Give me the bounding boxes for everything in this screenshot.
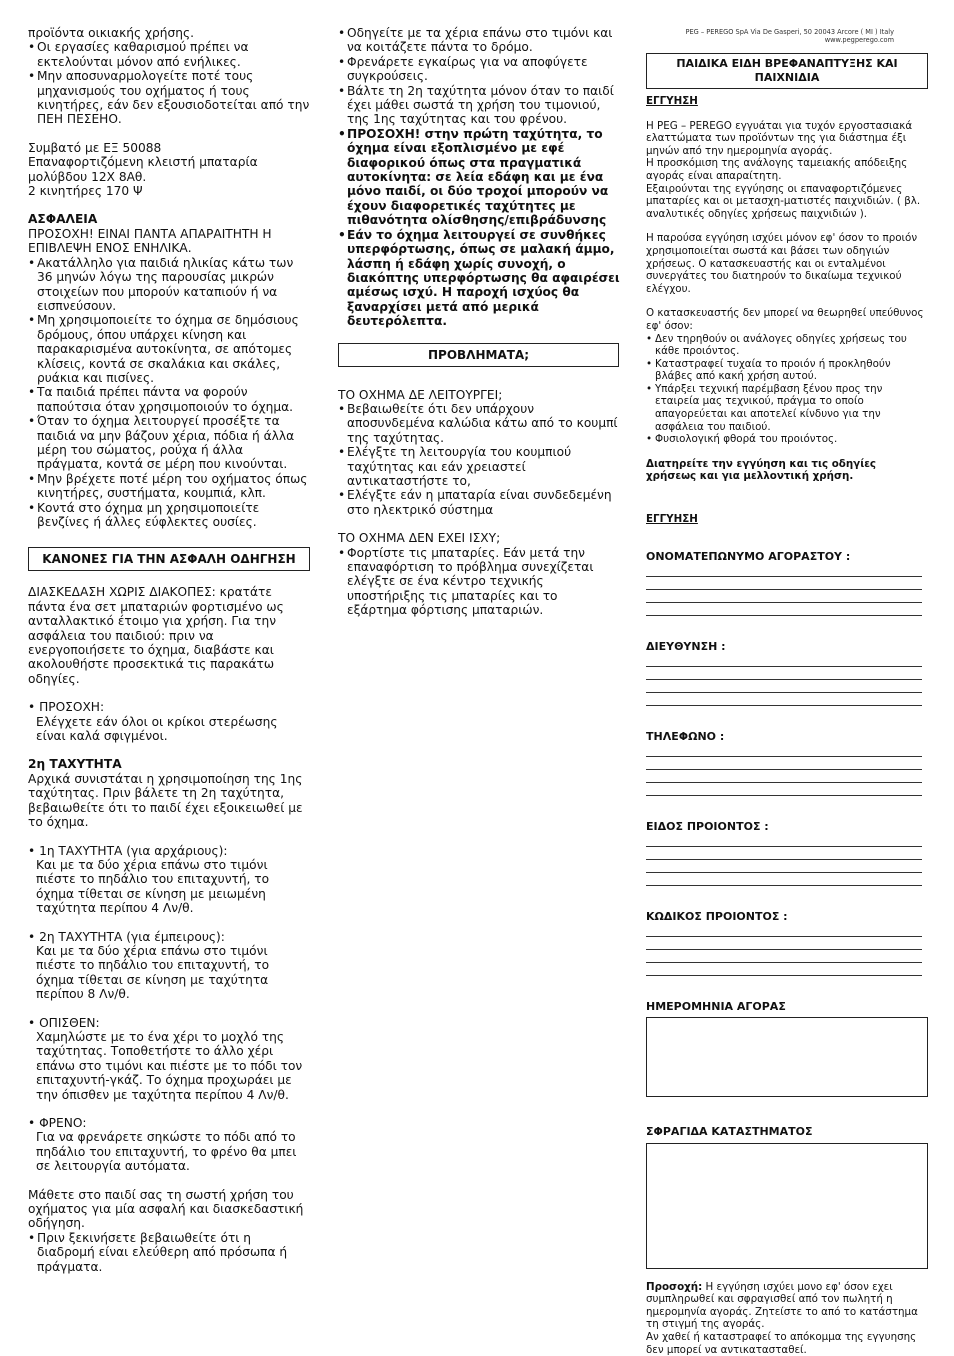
compliance-line: Επαναφορτιζόμενη κλειστή μπαταρία μολύβδου 12Χ 8Αθ. xyxy=(28,155,258,184)
purchase-date-label: ΗΜΕΡΟΜΗΝΙΑ ΑΓΟΡΑΣ xyxy=(646,999,786,1013)
attention-label: Προσοχή: xyxy=(646,1280,703,1293)
product-type-line[interactable] xyxy=(646,872,922,873)
list-item: • Καταστραφεί τυχαία το προιόν ή προκληθούν βλάβες από κακή χρήση αυτού. xyxy=(646,358,928,383)
company-address: PEG – PEREGO SpA Via De Gasperi, 50 20043 Arcore ( MI ) Italy xyxy=(685,28,894,36)
attention-note xyxy=(646,1281,928,1331)
caution-label: • ΠΡΟΣΟΧΗ: xyxy=(28,700,105,715)
column-right xyxy=(646,28,928,1356)
safety-bullets xyxy=(28,256,310,530)
attention-note-2: Αν χαθεί ή καταστραφεί το απόκομμα της εγγυησης δεν μπορεί να αντικατασταθεί. xyxy=(646,1331,917,1356)
product-code-line[interactable] xyxy=(646,949,922,950)
gear2-label: • 2η ΤΑΧΥΤΗΤΑ (για έμπειρους): xyxy=(28,929,225,944)
list-item: • Εάν το όχημα λειτουργεί σε συνθήκες υπερφόρτωσης, όπως σε μαλακή άμμο, λάσπη ή εδάφη χωρίς συνοχή, ο διακόπτης υπερφόρτωσης θα αφαιρέσει αμέσως ισχύ. Η παροχή ισχύος θα ξαναρχίσει μετά από μερικά δευτερόλεπτα. xyxy=(338,228,621,329)
address-line[interactable] xyxy=(646,692,922,693)
gear2-text: Και με τα δύο χέρια επάνω στο τιμόνι πιέστε το πηδάλιο του επιταχυντή, το όχημα τίθεται σε κίνηση με ταχύτητα περίπου 8 Λν/θ. xyxy=(36,943,270,1002)
shop-stamp-label: ΣΦΡΑΓΙΔΑ ΚΑΤΑΣΤΗΜΑΤΟΣ xyxy=(646,1124,813,1138)
safety-warning: ΠΡΟΣΟΧΗ! ΕΙΝΑΙ ΠΑΝΤΑ ΑΠΑΡΑΙΤΗΤΗ Η ΕΠΙΒΛΕΨΗ ΕΝΟΣ ΕΝΗΛΙΚΑ. xyxy=(28,226,272,256)
list-item: • Ελέγξτε τη λειτουργία του κουμπιού ταχύτητας και εάν χρειαστεί αντικαταστήστε το, xyxy=(338,445,621,488)
problems-heading-box: ΠΡΟΒΛΗΜΑΤΑ; xyxy=(338,343,619,367)
address-line[interactable] xyxy=(646,705,922,706)
list-item: • Βεβαιωθείτε ότι δεν υπάρχουν αποσυνδεμένα καλώδια κάτω από το κουμπί της ταχύτητας. xyxy=(338,402,621,445)
fun-paragraph: ΔΙΑΣΚΕΔΑΣΗ ΧΩΡΙΣ ΔΙΑΚΟΠΕΣ: κρατάτε πάντα ένα σετ μπαταριών φορτισμένο ως ανταλλακτικό έτοιμο για χρήση. Για την ασφάλεια του παιδιού: πριν να ενεργοποιήσετε το όχημα, διαβάστε και ακολουθήστε προσεκτικά τις παρακάτω οδηγίες. xyxy=(28,585,284,686)
warranty-para: Η προσκόμιση της ανάλογης ταμειακής απόδειξης αγοράς είναι απαραίτητη. xyxy=(646,157,908,182)
product-code-line[interactable] xyxy=(646,975,922,976)
intro-bullets xyxy=(28,40,310,126)
compliance-line: Συμβατό με ΕΞ 50088 xyxy=(28,140,162,155)
buyer-name-line[interactable] xyxy=(646,615,922,616)
phone-line[interactable] xyxy=(646,795,922,796)
list-item: • Δεν τηρηθούν οι ανάλογες οδηγίες χρήσεως του κάθε προιόντος. xyxy=(646,333,928,358)
speed2-title: 2η ΤΑΧΥΤΗΤΑ xyxy=(28,757,122,772)
list-item: • Πριν ξεκινήσετε βεβαιωθείτε ότι η διαδρομή είναι ελεύθερη από πρόσωπα ή πράγματα. xyxy=(28,1231,310,1274)
speed2-text: Αρχικά συνιστάται η χρησιμοποίηση της 1ης ταχύτητας. Πριν βάλετε τη 2η ταχύτητα, βεβαιωθείτε ότι το παιδί έχει εξοικειωθεί με το όχημα. xyxy=(28,771,303,830)
gear1-label: • 1η ΤΑΧΥΤΗΤΑ (για αρχάριους): xyxy=(28,843,228,858)
list-item: • Βάλτε τη 2η ταχύτητα μόνον όταν το παιδί έχει μάθει σωστά τη χρήση του τιμονιού, της 1ης ταχύτητας και του φρένου. xyxy=(338,84,621,127)
warranty-para: Η PEG – PEREGO εγγυάται για τυχόν εργοστασιακά ελαττώματα των προϊόντων της για διάστημα έξι μηνών από την ημερομηνία αγοράς. xyxy=(646,119,913,157)
product-type-label: ΕΙΔΟΣ ΠΡΟΙΟΝΤΟΣ : xyxy=(646,819,769,833)
purchase-date-box[interactable] xyxy=(646,1017,928,1097)
attention-text: Η εγγύηση ισχύει μονο εφ' όσον εχει συμπληρωθεί και σφραγισθεί από τον πωλητή η ημερομηνία αγοράς. Ζητείστε το από το κατάστημα τη στιγμή της αγοράς. xyxy=(646,1280,918,1331)
list-item: • Φορτίστε τις μπαταρίες. Εάν μετά την επαναφόρτιση το πρόβλημα συνεχίζεται ελέγξτε σε ένα κέντρο τεχνικής υποστήριξης τις μπαταρίες και το εξάρτημα φόρτισης μπαταριών. xyxy=(338,546,621,618)
list-item: • Μη χρησιμοποιείτε το όχημα σε δημόσιους δρόμους, όπου υπάρχει κίνηση και παρακαρισμένα αυτοκίνητα, σε απότομες κλίσεις, κοντά σε σκαλάκια και σκάλες, ρυάκια και πισίνες. xyxy=(28,313,310,385)
phone-line[interactable] xyxy=(646,782,922,783)
driving-bullets xyxy=(338,26,621,329)
company-website: www.pegperego.com xyxy=(824,36,894,44)
intro-line: προϊόντα οικιακής χρήσης. xyxy=(28,26,194,40)
teach-bullets xyxy=(28,1231,310,1274)
list-item: • Ελέγξτε εάν η μπαταρία είναι συνδεδεμένη στο ηλεκτρικό σύστημα xyxy=(338,488,621,517)
list-item: • Οδηγείτε με τα χέρια επάνω στο τιμόνι και να κοιτάζετε πάντα το δρόμο. xyxy=(338,26,621,55)
warranty-para: Η παρούσα εγγύηση ισχύει μόνον εφ' όσον το προιόν χρησιμοποιείται σωστά και βάσει των οδηγιών χρήσεως. Ο κατασκευαστής και οι ενταλμένοι συνεργάτες του διατηρούν το δικαίωμα τεχνικού ελέγχου. xyxy=(646,232,918,295)
no-power-bullets xyxy=(338,546,621,618)
warranty-para: Εξαιρούνται της εγγύησης οι επαναφορτιζόμενες μπαταρίες και οι μετασχη-ματιστές παιχνιδιών. ( βλ. αναλυτικές οδηγίες χρήσεως παιχνιδιών ). xyxy=(646,182,921,220)
no-work-title: ΤΟ ΟΧΗΜΑ ΔΕ ΛΕΙΤΟΥΡΓΕΙ; xyxy=(338,387,503,402)
list-item: • Μην βρέχετε ποτέ μέρη του οχήματος όπως κινητήρες, συστήματα, κουμπιά, κλπ. xyxy=(28,472,310,501)
list-item: • Μην αποσυναρμολογείτε ποτέ τους μηχανισμούς του οχήματος ή τους κινητήρες, εάν δεν εξουσιοδοτείται από την ΠΕΗ ΠΕΣΕΗΟ. xyxy=(28,69,310,127)
address-label: ΔΙΕΥΘΥΝΣΗ : xyxy=(646,639,726,653)
phone-line[interactable] xyxy=(646,756,922,757)
column-middle xyxy=(338,26,621,618)
list-item: • Φρενάρετε εγκαίρως για να αποφύγετε συγκρούσεις. xyxy=(338,55,621,84)
phone-line[interactable] xyxy=(646,769,922,770)
rules-heading-box: ΚΑΝΟΝΕΣ ΓΙΑ ΤΗΝ ΑΣΦΑΛΗ ΟΔΗΓΗΣΗ xyxy=(28,547,310,571)
gear1-text: Και με τα δύο χέρια επάνω στο τιμόνι πιέστε το πηδάλιο του επιταχυντή, το όχημα τίθεται σε κίνηση με μειωμένη ταχύτητα περίπου 4 Λν/θ. xyxy=(36,857,270,916)
product-type-line[interactable] xyxy=(646,846,922,847)
buyer-name-line[interactable] xyxy=(646,589,922,590)
brake-text: Για να φρενάρετε σηκώστε το πόδι από το πηδάλιο του επιταχυντή, το φρένο θα μπει σε λειτουργία αυτόματα. xyxy=(36,1130,297,1174)
warranty-para: Ο κατασκευαστής δεν μπορεί να θεωρηθεί υπεύθυνος εφ' όσον: xyxy=(646,307,924,332)
company-header xyxy=(646,28,928,44)
exclusion-bullets xyxy=(646,333,928,446)
shop-stamp-box[interactable] xyxy=(646,1143,928,1269)
product-code-line[interactable] xyxy=(646,936,922,937)
warranty-title-box: ΠΑΙΔΙΚΑ ΕΙΔΗ ΒΡΕΦΑΝΑΠΤΥΞΗΣ ΚΑΙ ΠΑΙΧΝΙΔΙΑ xyxy=(646,53,928,89)
buyer-name-line[interactable] xyxy=(646,602,922,603)
product-type-line[interactable] xyxy=(646,859,922,860)
warranty-heading: ΕΓΓΥΗΣΗ xyxy=(646,95,698,107)
product-type-line[interactable] xyxy=(646,885,922,886)
phone-label: ΤΗΛΕΦΩΝΟ : xyxy=(646,729,725,743)
reverse-label: • ΟΠΙΣΘΕΝ: xyxy=(28,1015,100,1030)
safety-title: ΑΣΦΑΛΕΙΑ xyxy=(28,212,98,227)
product-code-line[interactable] xyxy=(646,962,922,963)
buyer-name-label: ΟΝΟΜΑΤΕΠΩΝΥΜΟ ΑΓΟΡΑΣΤΟΥ : xyxy=(646,549,851,563)
buyer-name-line[interactable] xyxy=(646,576,922,577)
column-left xyxy=(28,26,310,1274)
reverse-text: Χαμηλώστε με το ένα χέρι το μοχλό της ταχύτητας. Τοποθετήστε το άλλο χέρι επάνω στο τιμόνι και πιέστε με το πόδι τον επιταχυντή-γκάζ. Το όχημα προχωράει με την όπισθεν με ταχύτητα περίπου 4 Λν/θ. xyxy=(36,1029,303,1102)
warranty-heading-2: ΕΓΓΥΗΣΗ xyxy=(646,513,698,526)
list-item: • Υπάρξει τεχνική παρέμβαση ξένου προς την εταιρεία μας τεχνικού, πράγμα το οποίο απαγορεύεται και αποτελεί κίνδυνο για την ασφάλεια του παιδιού. xyxy=(646,383,928,433)
list-item: • Ακατάλληλο για παιδιά ηλικίας κάτω των 36 μηνών λόγω της παρουσίας μικρών στοιχείων που μπορούν καταπιούν ή να εισπνεύσουν. xyxy=(28,256,310,314)
address-line[interactable] xyxy=(646,666,922,667)
teach-paragraph: Μάθετε στο παιδί σας τη σωστή χρήση του οχήματος για μία ασφαλή και διασκεδαστική οδήγηση. xyxy=(28,1187,304,1231)
list-item: • Όταν το όχημα λειτουργεί προσέξτε τα παιδιά να μην βάζουν χέρια, πόδια ή άλλα μέρη του σώματος, ρούχα ή άλλα πράγματα, κοντά σε μέρη που κινούνται. xyxy=(28,414,310,472)
no-power-title: ΤΟ ΟΧΗΜΑ ΔΕΝ ΕΧΕΙ ΙΣΧΥ; xyxy=(338,531,501,546)
brake-label: • ΦΡΕΝΟ: xyxy=(28,1116,87,1130)
list-item: • Οι εργασίες καθαρισμού πρέπει να εκτελούνται μόνον από ενήλικες. xyxy=(28,40,310,69)
list-item: • Φυσιολογική φθορά του προιόντος. xyxy=(646,433,928,446)
product-code-label: ΚΩΔΙΚΟΣ ΠΡΟΙΟΝΤΟΣ : xyxy=(646,909,788,923)
no-work-bullets xyxy=(338,402,621,517)
list-item: • Κοντά στο όχημα μη χρησιμοποιείτε βενζίνες ή άλλες εύφλεκτες ουσίες. xyxy=(28,501,310,530)
list-item: • ΠΡΟΣΟΧΗ! στην πρώτη ταχύτητα, το όχημα είναι εξοπλισμένο με εφέ διαφορικού όπως στα πραγματικά αυτοκίνητα: σε λεία εδάφη και με ένα μόνο παιδί, οι δύο τροχοί μπορούν να έχουν διαφορετικές ταχύτητες με πιθανότητα ολίσθησης/επιβράδυνσης xyxy=(338,127,621,228)
list-item: • Τα παιδιά πρέπει πάντα να φορούν παπούτσια όταν χρησιμοποιούν το όχημα. xyxy=(28,385,310,414)
caution-text: Ελέγχετε εάν όλοι οι κρίκοι στερέωσης είναι καλά σφιγμένοι. xyxy=(36,714,278,744)
keep-note: Διατηρείτε την εγγύηση και τις οδηγίες χρήσεως και για μελλοντική χρήση. xyxy=(646,457,877,483)
compliance-line: 2 κινητήρες 170 Ψ xyxy=(28,184,143,199)
address-line[interactable] xyxy=(646,679,922,680)
